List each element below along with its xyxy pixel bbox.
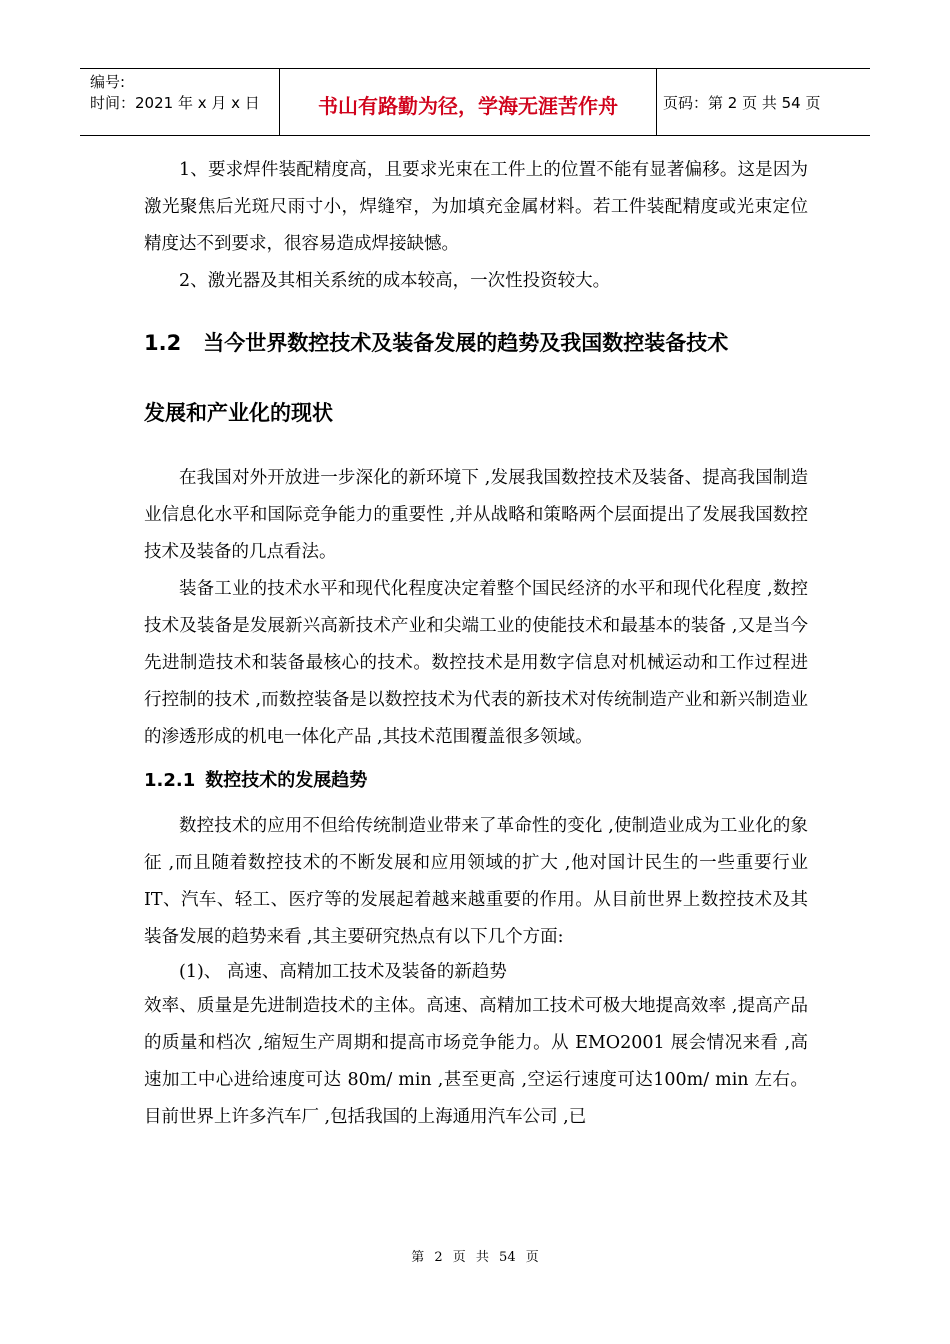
paragraph-1: 1、要求焊件装配精度高，且要求光束在工件上的位置不能有显著偏移。这是因为激光聚焦后光斑尺雨寸小，焊缝窄，为加填充金属材料。若工件装配精度或光束定位精度达不到要求，很容易造成焊接缺憾。 (144, 160, 808, 254)
header-meta (80, 69, 280, 135)
paragraph-2: 2、激光器及其相关系统的成本较高，一次性投资较大。 (179, 271, 611, 291)
section-title-line-2: 发展和产业化的现状 (144, 401, 333, 425)
header-motto: 书山有路勤为径，学海无涯苦作舟 (280, 69, 657, 135)
header-page-info: 页码：第 2 页 共 54 页 (663, 93, 821, 112)
page-header (80, 68, 870, 136)
document-date: 时间：2021 年 x 月 x 日 (90, 94, 260, 112)
paragraph-5: 数控技术的应用不但给传统制造业带来了革命性的变化 ,使制造业成为工业化的象征 ,而且随着数控技术的不断发展和应用领域的扩大 ,他对国计民生的一些重要行业 IT、汽车、轻工、医疗等的发展起着越来越重要的作用。从目前世界上数控技术及其装备发展的趋势来看 ,其主要研究热点有以下几个方面: (144, 816, 808, 947)
paragraph-3: 在我国对外开放进一步深化的新环境下 ,发展我国数控技术及装备、提高我国制造业信息化水平和国际竞争能力的重要性 ,并从战略和策略两个层面提出了发展我国数控技术及装备的几点看法。 (144, 468, 808, 562)
paragraph-4: 装备工业的技术水平和现代化程度决定着整个国民经济的水平和现代化程度 ,数控技术及装备是发展新兴高新技术产业和尖端工业的使能技术和最基本的装备 ,又是当今先进制造技术和装备最核心的技术。数控技术是用数字信息对机械运动和工作过程进行控制的技术 ,而数控装备是以数控技术为代表的新技术对传统制造产业和新兴制造业的渗透形成的机电一体化产品 ,其技术范围覆盖很多领域。 (144, 579, 808, 747)
document-number-label: 编号: (90, 73, 126, 91)
subsection-heading (144, 766, 808, 796)
subsection-title: 数控技术的发展趋势 (205, 770, 368, 791)
document-body (144, 152, 808, 1136)
page-footer: 第 2 页 共 54 页 (411, 1250, 539, 1265)
section-title-line-1: 当今世界数控技术及装备发展的趋势及我国数控装备技术 (203, 331, 729, 355)
section-heading (144, 326, 808, 360)
subsection-number: 1.2.1 (144, 770, 196, 791)
section-number: 1.2 (144, 331, 182, 355)
paragraph-6: 效率、质量是先进制造技术的主体。高速、高精加工技术可极大地提高效率 ,提高产品的质量和档次 ,缩短生产周期和提高市场竞争能力。从 EMO2001 展会情况来看 ,高速加工中心进给速度可达 80m/ min ,甚至更高 ,空运行速度可达100m/ min 左右。目前世界上许多汽车厂 ,包括我国的上海通用汽车公司 ,已 (144, 996, 808, 1127)
list-item-1: (1)、 高速、高精加工技术及装备的新趋势 (179, 962, 507, 982)
